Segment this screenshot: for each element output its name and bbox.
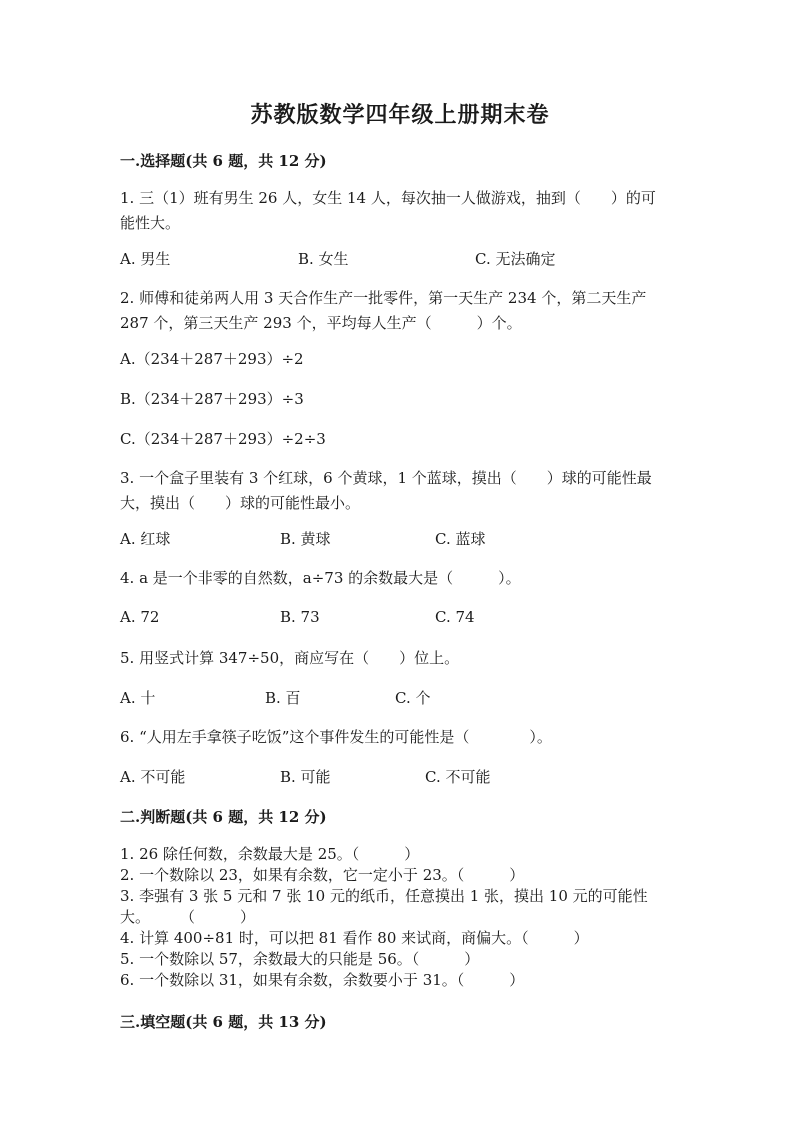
- option-b[interactable]: B. 可能: [280, 768, 331, 786]
- judgement-item-3-cont: 大。 （ ）: [120, 908, 256, 926]
- section-heading-choice: 一.选择题(共 6 题，共 12 分): [120, 152, 327, 170]
- question-6: [120, 725, 685, 750]
- question-5-line-1: 5. 用竖式计算 347÷50，商应写在（ ）位上。: [120, 649, 460, 667]
- question-5: [120, 646, 685, 671]
- question-1: [120, 186, 685, 236]
- question-2-option-c[interactable]: C.（234＋287＋293）÷2÷3: [120, 430, 326, 448]
- question-3-line-2: 大，摸出（ ）球的可能性最小。: [120, 494, 361, 512]
- question-2-line-1: 2. 师傅和徒弟两人用 3 天合作生产一批零件，第一天生产 234 个，第二天生产: [120, 289, 647, 307]
- page-title: 苏教版数学四年级上册期末卷: [250, 102, 550, 128]
- option-b[interactable]: B. 黄球: [280, 530, 331, 548]
- option-c[interactable]: C. 不可能: [425, 768, 491, 786]
- judgement-item-3: 3. 李强有 3 张 5 元和 7 张 10 元的纸币，任意摸出 1 张，摸出 10 元的可能性: [120, 887, 648, 905]
- question-2: [120, 286, 685, 336]
- option-c[interactable]: C. 个: [395, 689, 431, 707]
- judgement-item-5: 5. 一个数除以 57，余数最大的只能是 56。（ ）: [120, 950, 480, 968]
- option-b[interactable]: B. 女生: [298, 250, 349, 268]
- question-2-option-b[interactable]: B.（234＋287＋293）÷3: [120, 390, 304, 408]
- judgement-item-4: 4. 计算 400÷81 时，可以把 81 看作 80 来试商，商偏大。（ ）: [120, 929, 589, 947]
- question-3: [120, 466, 685, 516]
- question-2-line-2: 287 个，第三天生产 293 个，平均每人生产（ ）个。: [120, 314, 522, 332]
- question-3-line-1: 3. 一个盒子里装有 3 个红球，6 个黄球，1 个蓝球，摸出（ ）球的可能性最: [120, 469, 652, 487]
- judgement-list: [120, 844, 685, 991]
- option-c[interactable]: C. 蓝球: [435, 530, 486, 548]
- option-c[interactable]: C. 74: [435, 608, 475, 626]
- section-heading-judgement: 二.判断题(共 6 题，共 12 分): [120, 808, 327, 826]
- option-c[interactable]: C. 无法确定: [475, 250, 556, 268]
- option-a[interactable]: A. 红球: [120, 530, 171, 548]
- option-a[interactable]: A. 72: [120, 608, 160, 626]
- question-1-line-2: 能性大。: [120, 214, 181, 232]
- option-a[interactable]: A. 不可能: [120, 768, 186, 786]
- question-4-line-1: 4. a 是一个非零的自然数，a÷73 的余数最大是（ ）。: [120, 569, 521, 587]
- section-heading-fill-blank: 三.填空题(共 6 题，共 13 分): [120, 1013, 327, 1031]
- question-4: [120, 566, 685, 591]
- option-b[interactable]: B. 73: [280, 608, 320, 626]
- question-6-line-1: 6. “人用左手拿筷子吃饭”这个事件发生的可能性是（ ）。: [120, 728, 552, 746]
- option-a[interactable]: A. 男生: [120, 250, 171, 268]
- option-a[interactable]: A. 十: [120, 689, 156, 707]
- question-1-line-1: 1. 三（1）班有男生 26 人，女生 14 人，每次抽一人做游戏，抽到（ ）的可: [120, 189, 656, 207]
- judgement-item-6: 6. 一个数除以 31，如果有余数，余数要小于 31。（ ）: [120, 971, 525, 989]
- judgement-item-1: 1. 26 除任何数，余数最大是 25。（ ）: [120, 845, 420, 863]
- judgement-item-2: 2. 一个数除以 23，如果有余数，它一定小于 23。（ ）: [120, 866, 525, 884]
- question-2-option-a[interactable]: A.（234＋287＋293）÷2: [120, 350, 304, 368]
- option-b[interactable]: B. 百: [265, 689, 301, 707]
